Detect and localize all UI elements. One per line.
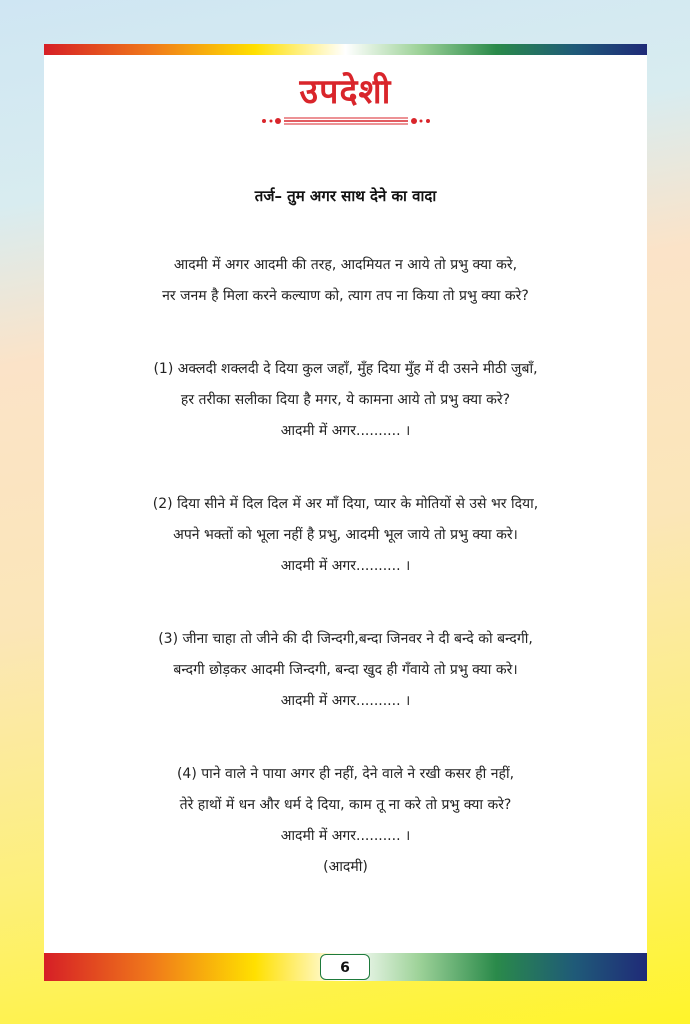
verse-line: (2) दिया सीने में दिल दिल में अर माँ दिया, प्यार के मोतियों से उसे भर दिया, [152, 496, 539, 512]
verse-line: (1) अक्लदी शक्लदी दे दिया कुल जहाँ, मुँह दिया मुँह में दी उसने मीठी जुबाँ, [153, 361, 538, 377]
title-block [44, 72, 647, 112]
verse-line: हर तरीका सलीका दिया है मगर, ये कामना आये तो प्रभु क्या करे? [180, 392, 511, 408]
page [44, 44, 647, 980]
verse-line: नर जनम है मिला करने कल्याण को, त्याग तप ना किया तो प्रभु क्या करे? [162, 288, 529, 304]
refrain-line: आदमी में अगर.......... । [280, 693, 411, 709]
top-color-band [44, 44, 647, 55]
verse-line: अपने भक्तों को भूला नहीं है प्रभु, आदमी भूल जाये तो प्रभु क्या करे। [173, 527, 518, 543]
refrain-line: आदमी में अगर.......... । [280, 423, 411, 439]
refrain-line: आदमी में अगर.......... । [280, 558, 411, 574]
verse-line: (3) जीना चाहा तो जीने की दी जिन्दगी,बन्दा जिनवर ने दी बन्दे को बन्दगी, [158, 631, 533, 647]
verse-line: तेरे हाथों में धन और धर्म दे दिया, काम तू ना करे तो प्रभु क्या करे? [179, 797, 512, 813]
verse-line: (4) पाने वाले ने पाया अगर ही नहीं, देने वाले ने रखी कसर ही नहीं, [176, 766, 515, 782]
closing-line: (आदमी) [323, 859, 368, 875]
refrain-line: आदमी में अगर.......... । [280, 828, 411, 844]
title-ornament-icon [260, 114, 432, 128]
page-number: 6 [320, 954, 370, 980]
verse-line: आदमी में अगर आदमी की तरह, आदमियत न आये तो प्रभु क्या करे, [173, 257, 518, 273]
verse-line: बन्दगी छोड़कर आदमी जिन्दगी, बन्दा खुद ही गँवाये तो प्रभु क्या करे। [173, 662, 518, 678]
verses [44, 250, 647, 883]
tune-subtitle: तर्ज– तुम अगर साथ देने का वादा [254, 187, 437, 205]
page-title: उपदेशी [299, 72, 392, 112]
